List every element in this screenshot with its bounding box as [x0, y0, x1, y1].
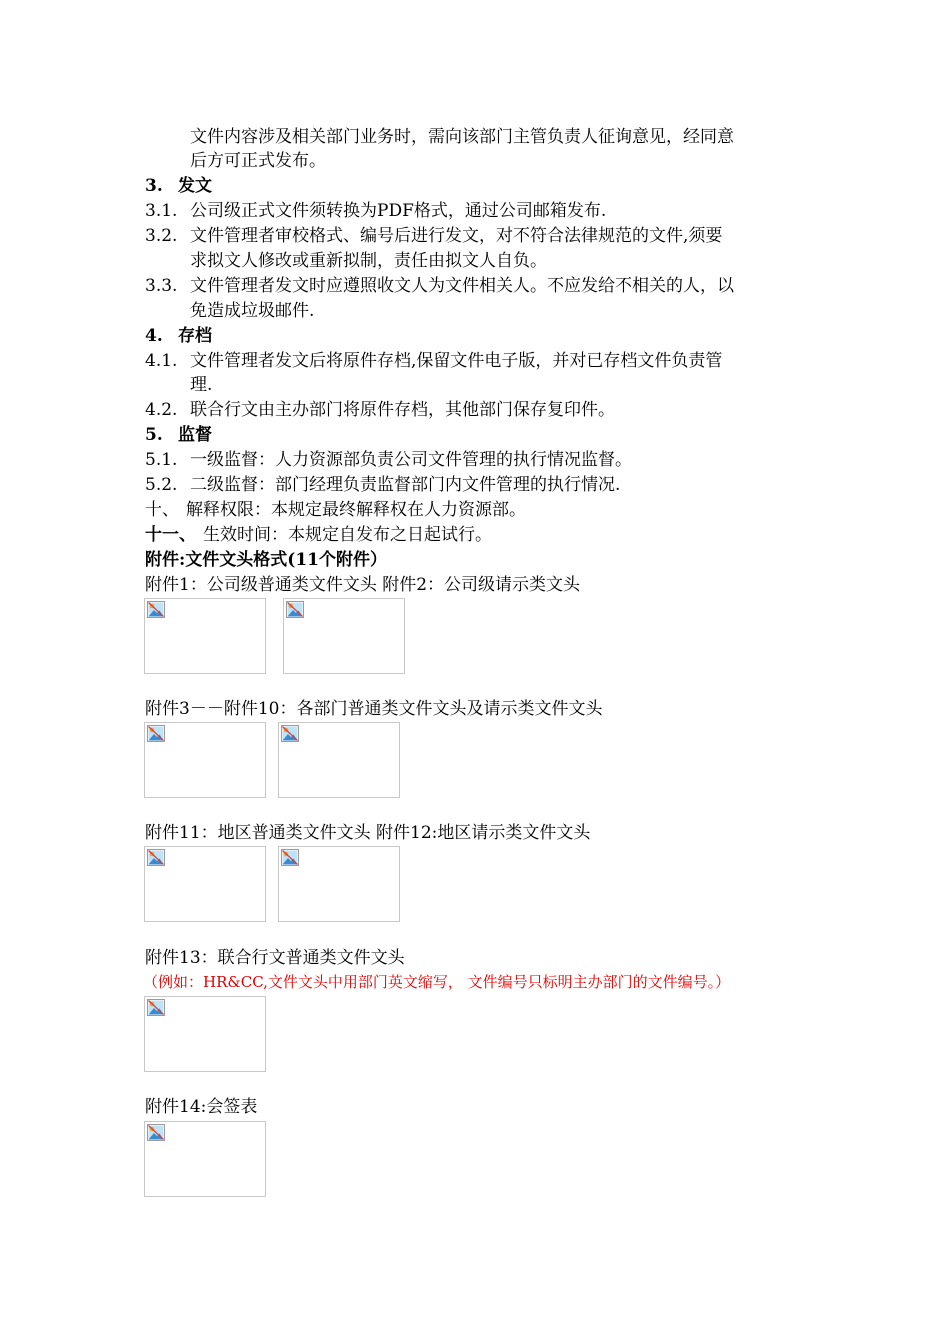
appendix-14-label: 附件14:会签表: [145, 1097, 258, 1117]
item-3-2-text-2: 求拟文人修改或重新拟制，责任由拟文人自负。: [190, 251, 547, 271]
broken-image-icon: [281, 849, 299, 866]
item-5-1-text: 一级监督：人力资源部负责公司文件管理的执行情况监督。: [190, 450, 632, 470]
appendix-10-image: [278, 722, 400, 798]
item-3-3-number: 3.3.: [145, 276, 178, 296]
section-4-title: 存档: [178, 326, 212, 346]
appendix-2-image: [283, 598, 405, 674]
broken-image-icon: [286, 601, 304, 618]
clause-10-number: 十、: [145, 500, 179, 520]
broken-image-icon: [147, 601, 165, 618]
section-3-number: 3.: [145, 176, 163, 196]
appendix-title: 附件:文件文头格式(11个附件）: [145, 550, 387, 570]
appendix-13-image: [144, 996, 266, 1072]
item-4-1-text-1: 文件管理者发文后将原件存档,保留文件电子版，并对已存档文件负责管: [190, 351, 723, 371]
clause-10-text: 解释权限：本规定最终解释权在人力资源部。: [186, 500, 526, 520]
item-3-2-text-1: 文件管理者审校格式、编号后进行发文，对不符合法律规范的文件,须要: [190, 226, 723, 246]
broken-image-icon: [147, 849, 165, 866]
appendix-11-12-label: 附件11：地区普通类文件文头 附件12:地区请示类文件文头: [145, 823, 591, 843]
section-5-title: 监督: [178, 425, 212, 445]
item-5-1-number: 5.1.: [145, 450, 178, 470]
appendix-14-image: [144, 1121, 266, 1197]
appendix-1-2-label: 附件1：公司级普通类文件文头 附件2：公司级请示类文头: [145, 575, 581, 595]
broken-image-icon: [147, 725, 165, 742]
item-4-1-number: 4.1.: [145, 351, 178, 371]
item-3-3-text-2: 免造成垃圾邮件.: [190, 301, 315, 321]
item-3-2-number: 3.2.: [145, 226, 178, 246]
section-4-number: 4.: [145, 326, 163, 346]
item-4-2-text: 联合行文由主办部门将原件存档，其他部门保存复印件。: [190, 400, 615, 420]
clause-11-text: 生效时间：本规定自发布之日起试行。: [203, 525, 492, 545]
broken-image-icon: [147, 1124, 165, 1141]
intro-line-1: 文件内容涉及相关部门业务时，需向该部门主管负责人征询意见，经同意: [190, 127, 734, 147]
clause-11-number: 十一、: [145, 525, 196, 545]
appendix-1-image: [144, 598, 266, 674]
item-3-3-text-1: 文件管理者发文时应遵照收文人为文件相关人。不应发给不相关的人，以: [190, 276, 734, 296]
appendix-12-image: [278, 846, 400, 922]
appendix-11-image: [144, 846, 266, 922]
broken-image-icon: [281, 725, 299, 742]
broken-image-icon: [147, 999, 165, 1016]
item-3-1-number: 3.1.: [145, 201, 178, 221]
item-4-2-number: 4.2.: [145, 400, 178, 420]
section-3-title: 发文: [178, 176, 212, 196]
item-5-2-text: 二级监督：部门经理负责监督部门内文件管理的执行情况.: [190, 475, 621, 495]
item-3-1-text: 公司级正式文件须转换为PDF格式，通过公司邮箱发布.: [190, 201, 607, 221]
intro-line-2: 后方可正式发布。: [190, 151, 326, 171]
item-4-1-text-2: 理.: [190, 375, 213, 395]
appendix-13-label: 附件13：联合行文普通类文件文头: [145, 948, 405, 968]
appendix-3-image: [144, 722, 266, 798]
section-5-number: 5.: [145, 425, 163, 445]
appendix-13-note: （例如：HR&CC,文件文头中用部门英文缩写， 文件编号只标明主办部门的文件编号。）: [143, 973, 731, 991]
item-5-2-number: 5.2.: [145, 475, 178, 495]
appendix-3-10-label: 附件3－－附件10：各部门普通类文件文头及请示类文件文头: [145, 699, 603, 719]
